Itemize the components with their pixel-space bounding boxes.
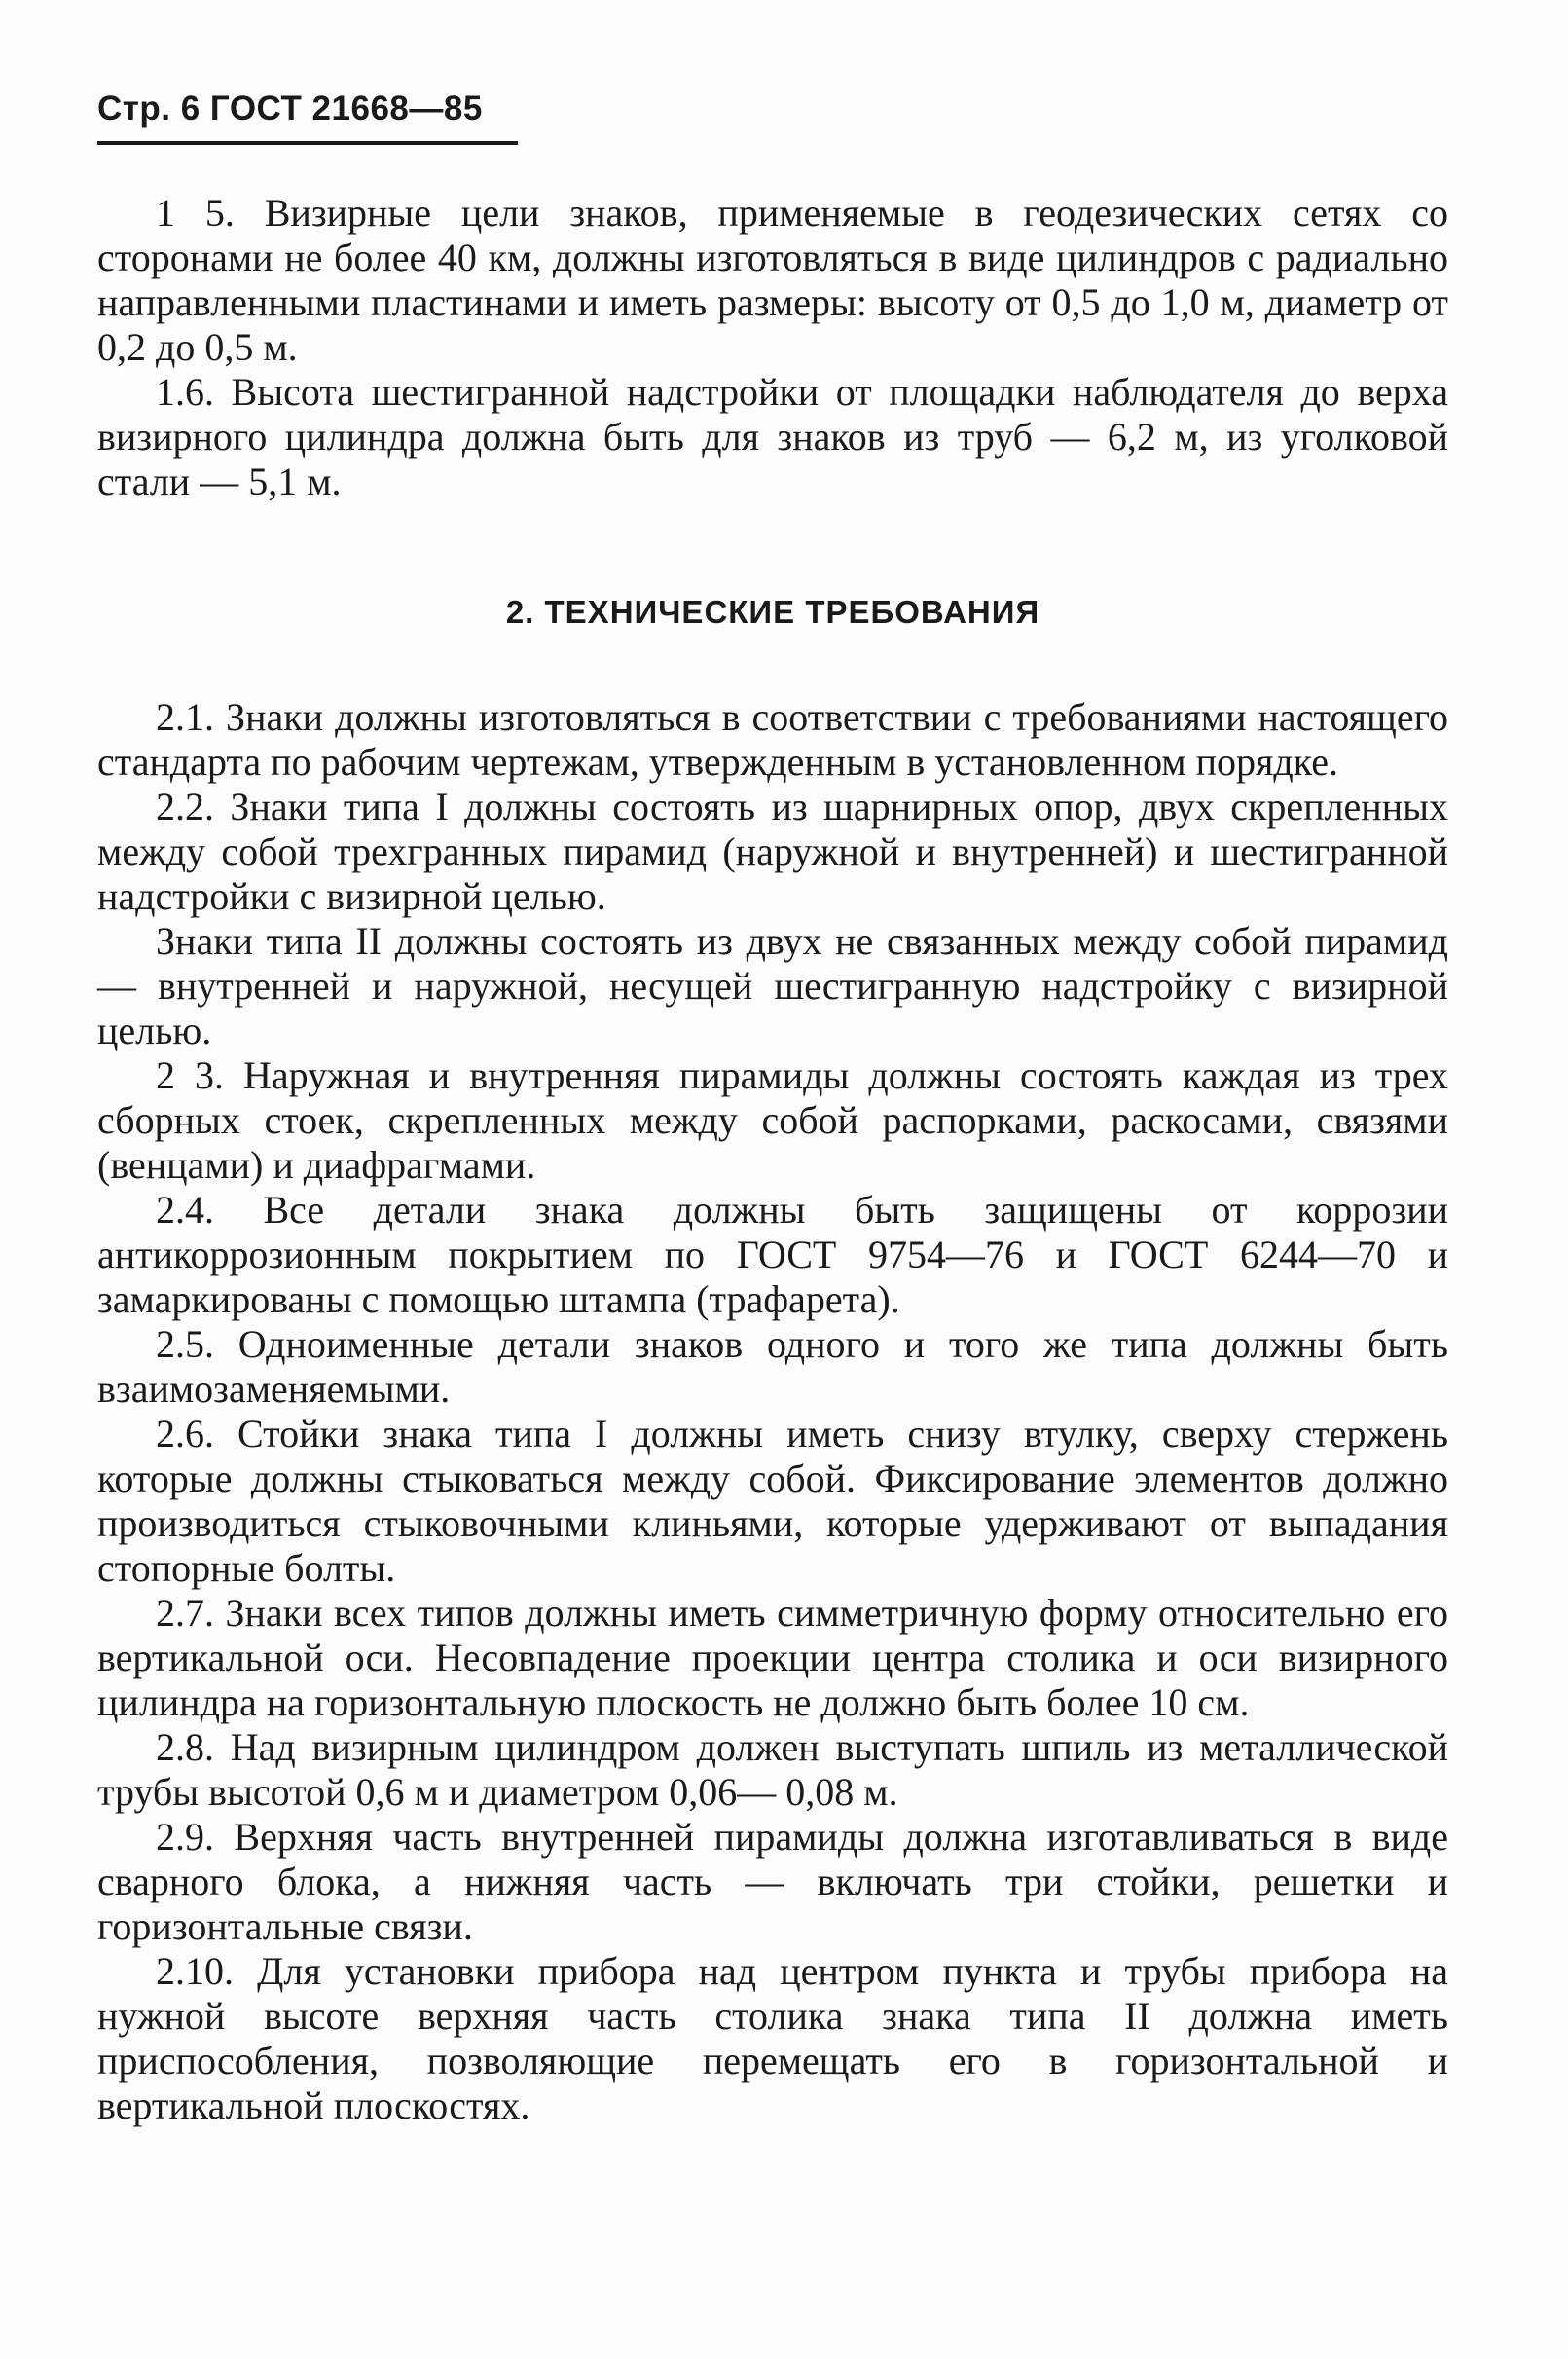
section-title: 2. ТЕХНИЧЕСКИЕ ТРЕБОВАНИЯ: [505, 594, 1040, 630]
paragraph-2-5: 2.5. Одноименные детали знаков одного и того же типа должны быть взаимозаменяемыми.: [97, 1322, 1448, 1411]
paragraph-1-5: 1 5. Визирные цели знаков, применяемые в геодезических сетях со сторонами не более 40 км, должны изготовляться в виде цилиндров с радиально направленными пластинами и иметь размеры: высоту от 0,5 до 1,0 м, диаметр от 0,2 до 0,5 м.: [97, 191, 1448, 369]
paragraph-2-8: 2.8. Над визирным цилиндром должен выступать шпиль из металлической трубы высотой 0,6 м и диаметром 0,06— 0,08 м.: [97, 1725, 1448, 1814]
paragraph-2-6: 2.6. Стойки знака типа I должны иметь снизу втулку, сверху стержень которые должны стыковаться между собой. Фиксирование элементов должно производиться стыковочными клиньями, которые удерживают от выпадания стопорные болты.: [97, 1412, 1448, 1590]
paragraph-2-10: 2.10. Для установки прибора над центром пункта и трубы прибора на нужной высоте верхняя часть столика знака типа II должна иметь приспособления, позволяющие перемещать его в горизонтальной и вертикальной плоскостях.: [97, 1949, 1448, 2127]
paragraph-2-7: 2.7. Знаки всех типов должны иметь симметричную форму относительно его вертикальной оси. Несовпадение проекции центра столика и оси визирного цилиндра на горизонтальную плоскость не должно быть более 10 см.: [97, 1591, 1448, 1724]
document-body: [97, 191, 1448, 2128]
paragraph-2-4: 2.4. Все детали знака должны быть защищены от коррозии антикоррозионным покрытием по ГОСТ 9754—76 и ГОСТ 6244—70 и замаркированы с помощью штампа (трафарета).: [97, 1188, 1448, 1321]
paragraph-2-9: 2.9. Верхняя часть внутренней пирамиды должна изготавливаться в виде сварного блока, а нижняя часть — включать три стойки, решетки и горизонтальные связи.: [97, 1815, 1448, 1948]
paragraph-2-3: 2 3. Наружная и внутренняя пирамиды должны состоять каждая из трех сборных стоек, скрепленных между собой распорками, раскосами, связями (венцами) и диафрагмами.: [97, 1053, 1448, 1187]
paragraph-2-2: 2.2. Знаки типа I должны состоять из шарнирных опор, двух скрепленных между собой трехгранных пирамид (наружной и внутренней) и шестигранной надстройки с визирной целью.: [97, 785, 1448, 918]
paragraph-2-1: 2.1. Знаки должны изготовляться в соответствии с требованиями настоящего стандарта по рабочим чертежам, утвержденным в установленном порядке.: [97, 695, 1448, 784]
page-header: Стр. 6 ГОСТ 21668—85: [97, 90, 483, 128]
paragraph-1-6: 1.6. Высота шестигранной надстройки от площадки наблюдателя до верха визирного цилиндра должна быть для знаков из труб — 6,2 м, из уголковой стали — 5,1 м.: [97, 370, 1448, 503]
header-rule: [97, 141, 518, 145]
paragraph-2-2-type-ii: Знаки типа II должны состоять из двух не связанных между собой пирамид — внутренней и наружной, несущей шестигранную надстройку с визирной целью.: [97, 919, 1448, 1052]
